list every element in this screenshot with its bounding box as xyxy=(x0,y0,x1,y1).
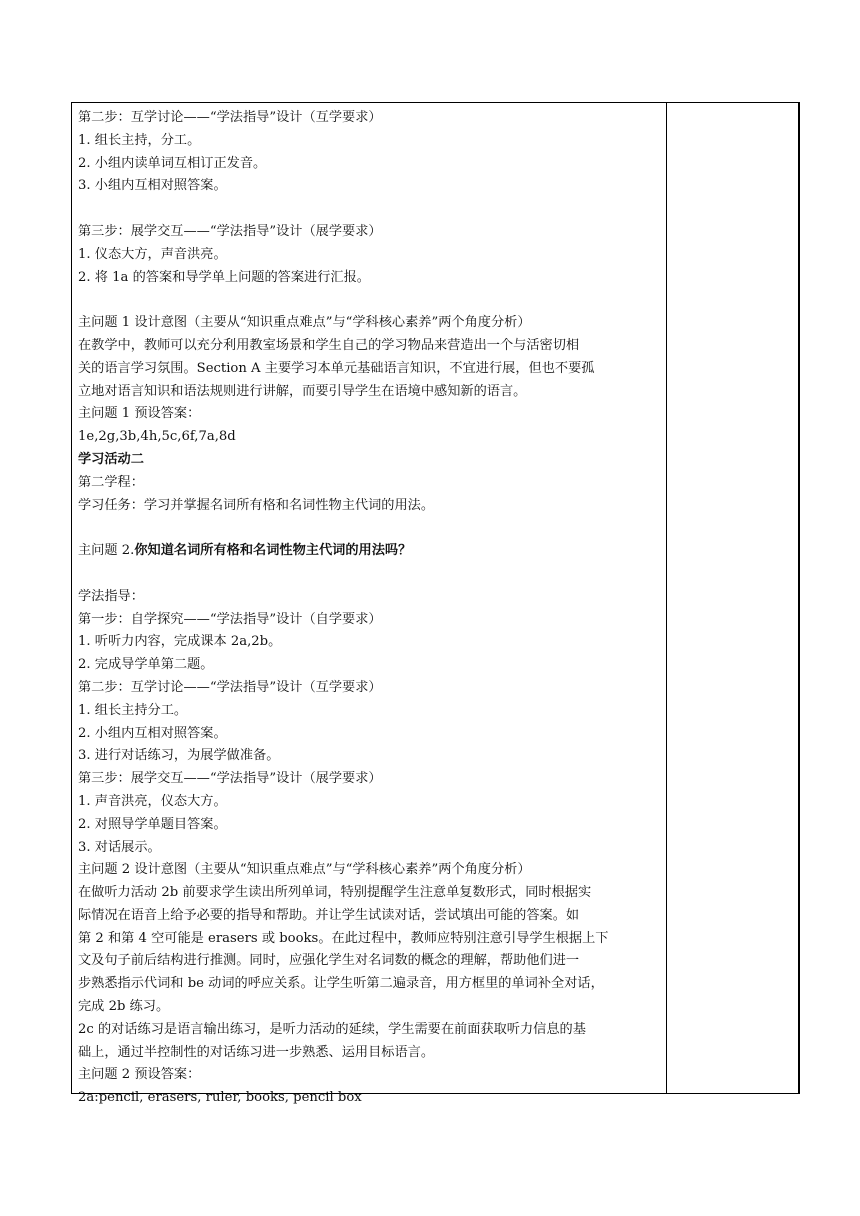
spacer xyxy=(78,289,664,312)
guide-line-1: 第一步：自学探究——“学法指导”设计（自学要求） xyxy=(78,611,382,627)
question2 xyxy=(78,540,664,563)
guide-line-8: 第三步：展学交互——“学法指导”设计（展学要求） xyxy=(78,771,382,787)
activity2-stage: 第二学程： xyxy=(78,474,144,490)
content-body xyxy=(78,107,664,1110)
design1-answer: 1e,2g,3b,4h,5c,6f,7a,8d xyxy=(78,429,236,445)
guide-label: 学法指导： xyxy=(78,588,144,604)
activity2-task: 学习任务：学习并掌握名词所有格和名词性物主代词的用法。 xyxy=(78,497,435,513)
guide-line-3: 2. 完成导学单第二题。 xyxy=(78,657,214,673)
design2-heading: 主问题 2 设计意图（主要从“知识重点难点”与“学科核心素养”两个角度分析） xyxy=(78,862,531,878)
spacer xyxy=(78,198,664,221)
design2-line-8: 础上，通过半控制性的对话练习进一步熟悉、运用目标语言。 xyxy=(78,1044,435,1060)
design2-line-1: 在做听力活动 2b 前要求学生读出所列单词，特别提醒学生注意单复数形式，同时根据实 xyxy=(78,885,592,901)
step3-item-2: 2. 将 1a 的答案和导学单上问题的答案进行汇报。 xyxy=(78,269,370,285)
spacer xyxy=(78,517,664,540)
design1-heading: 主问题 1 设计意图（主要从“知识重点难点”与“学科核心素养”两个角度分析） xyxy=(78,315,531,331)
guide-line-9: 1. 声音洪亮，仪态大方。 xyxy=(78,793,227,809)
activity2-title: 学习活动二 xyxy=(78,451,144,467)
main-content-cell xyxy=(72,103,667,1106)
guide-line-2: 1. 听听力内容，完成课本 2a,2b。 xyxy=(78,634,282,650)
step2-item-3: 3. 小组内互相对照答案。 xyxy=(78,178,227,194)
design1-line-3: 立地对语言知识和语法规则进行讲解，而要引导学生在语境中感知新的语言。 xyxy=(78,383,527,399)
spacer xyxy=(78,563,664,586)
step2-item-2: 2. 小组内读单词互相订正发音。 xyxy=(78,155,267,171)
step3-heading: 第三步：展学交互——“学法指导”设计（展学要求） xyxy=(78,223,382,239)
lesson-plan-table xyxy=(71,102,800,1106)
design2-line-6: 完成 2b 练习。 xyxy=(78,999,170,1015)
guide-line-4: 第二步：互学讨论——“学法指导”设计（互学要求） xyxy=(78,679,382,695)
guide-line-7: 3. 进行对话练习，为展学做准备。 xyxy=(78,748,280,764)
design2-answer-label: 主问题 2 预设答案： xyxy=(78,1067,201,1083)
design2-answer: 2a:pencil, erasers, ruler, books, pencil box xyxy=(78,1090,362,1106)
step2-item-1: 1. 组长主持，分工。 xyxy=(78,132,201,148)
design1-line-2: 关的语言学习氛围。Section A 主要学习本单元基础语言知识，不宜进行展，但也不要孤 xyxy=(78,360,595,376)
guide-line-5: 1. 组长主持分工。 xyxy=(78,702,188,718)
question2-text: 你知道名词所有格和名词性物主代词的用法吗？ xyxy=(134,543,412,559)
design1-answer-label: 主问题 1 预设答案： xyxy=(78,406,201,422)
design2-line-7: 2c 的对话练习是语言输出练习，是听力活动的延续，学生需要在前面获取听力信息的基 xyxy=(78,1021,586,1037)
design2-line-4: 文及句子前后结构进行推测。同时，应强化学生对名词数的概念的理解，帮助他们进一 xyxy=(78,953,580,969)
design2-line-2: 际情况在语音上给予必要的指导和帮助。并让学生试读对话，尝试填出可能的答案。如 xyxy=(78,907,580,923)
guide-line-10: 2. 对照导学单题目答案。 xyxy=(78,816,227,832)
design1-line-1: 在教学中，教师可以充分利用教室场景和学生自己的学习物品来营造出一个与活密切相 xyxy=(78,337,580,353)
design2-line-3: 第 2 和第 4 空可能是 erasers 或 books。在此过程中，教师应特别注意引导学生根据上下 xyxy=(78,930,609,946)
step2-heading: 第二步：互学讨论——“学法指导”设计（互学要求） xyxy=(78,110,382,125)
question2-prefix: 主问题 2. xyxy=(78,543,135,559)
design2-line-5: 步熟悉指示代词和 be 动词的呼应关系。让学生听第二遍录音，用方框里的单词补全对话， xyxy=(78,976,604,992)
guide-line-6: 2. 小组内互相对照答案。 xyxy=(78,725,227,741)
step3-item-1: 1. 仪态大方，声音洪亮。 xyxy=(78,246,227,262)
guide-line-11: 3. 对话展示。 xyxy=(78,839,161,855)
side-notes-cell xyxy=(668,103,799,1093)
